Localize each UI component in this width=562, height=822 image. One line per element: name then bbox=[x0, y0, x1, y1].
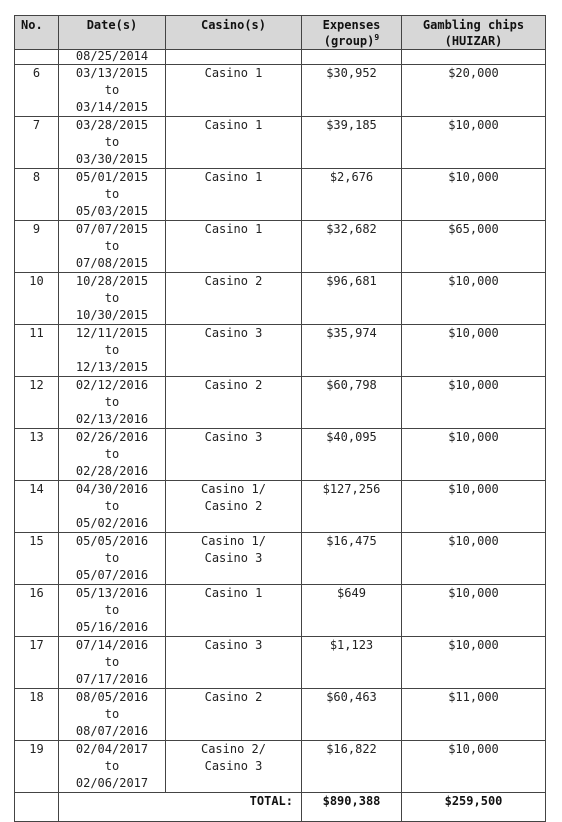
table-body bbox=[15, 50, 546, 793]
cell-expenses: $35,974 bbox=[302, 325, 402, 377]
continuation-row bbox=[15, 50, 546, 65]
cell-casino: Casino 3 bbox=[166, 637, 302, 689]
date-end: 02/06/2017 bbox=[75, 776, 149, 790]
table-row bbox=[15, 169, 546, 221]
cell-date bbox=[59, 221, 166, 273]
cell-chips: $11,000 bbox=[402, 689, 546, 741]
footnote-marker: 9 bbox=[374, 33, 380, 42]
date-end: 05/16/2016 bbox=[75, 620, 149, 634]
date-end: 03/14/2015 bbox=[75, 100, 149, 114]
cell-casino: Casino 2 bbox=[166, 377, 302, 429]
date-sep: to bbox=[104, 395, 120, 409]
table-row bbox=[15, 689, 546, 741]
cell-expenses: $40,095 bbox=[302, 429, 402, 481]
date-sep: to bbox=[104, 83, 120, 97]
cell-casino: Casino 1 bbox=[166, 221, 302, 273]
cell-date bbox=[59, 637, 166, 689]
date-end: 05/02/2016 bbox=[75, 516, 149, 530]
date-start: 04/30/2016 bbox=[75, 482, 149, 496]
date-sep: to bbox=[104, 655, 120, 669]
table-row bbox=[15, 221, 546, 273]
cell-no: 11 bbox=[15, 325, 59, 377]
cell-chips: $10,000 bbox=[402, 377, 546, 429]
cell-expenses: $96,681 bbox=[302, 273, 402, 325]
cell-casino: Casino 3 bbox=[166, 429, 302, 481]
date-end: 02/28/2016 bbox=[75, 464, 149, 478]
header-expenses-label: Expenses (group) bbox=[322, 18, 381, 48]
total-expenses: $890,388 bbox=[302, 793, 402, 822]
cell-chips: $10,000 bbox=[402, 117, 546, 169]
table-row bbox=[15, 325, 546, 377]
cell-date bbox=[59, 65, 166, 117]
cell-casino: Casino 3 bbox=[166, 325, 302, 377]
table-header bbox=[15, 16, 546, 50]
cell-no: 7 bbox=[15, 117, 59, 169]
cell-date bbox=[59, 741, 166, 793]
date-start: 05/05/2016 bbox=[75, 534, 149, 548]
table-row bbox=[15, 117, 546, 169]
date-end: 10/30/2015 bbox=[75, 308, 149, 322]
date-start: 07/14/2016 bbox=[75, 638, 149, 652]
document bbox=[14, 15, 546, 822]
cell-casino: Casino 2/ Casino 3 bbox=[166, 741, 302, 793]
cell-date bbox=[59, 377, 166, 429]
cell-chips bbox=[402, 50, 546, 65]
cell-expenses: $39,185 bbox=[302, 117, 402, 169]
cell-no: 16 bbox=[15, 585, 59, 637]
cell-expenses: $1,123 bbox=[302, 637, 402, 689]
total-label: TOTAL: bbox=[59, 793, 302, 822]
date-sep: to bbox=[104, 187, 120, 201]
date-start: 05/01/2015 bbox=[75, 170, 149, 184]
cell-casino: Casino 1 bbox=[166, 65, 302, 117]
cell-no: 10 bbox=[15, 273, 59, 325]
cell-no: 14 bbox=[15, 481, 59, 533]
cell-expenses: $649 bbox=[302, 585, 402, 637]
cell-expenses: $2,676 bbox=[302, 169, 402, 221]
cell-date bbox=[59, 325, 166, 377]
header-no: No. bbox=[15, 16, 59, 50]
cell-casino: Casino 2 bbox=[166, 273, 302, 325]
table-row bbox=[15, 429, 546, 481]
date-sep: to bbox=[104, 759, 120, 773]
date-sep: to bbox=[104, 239, 120, 253]
date-start: 12/11/2015 bbox=[75, 326, 149, 340]
cell-date bbox=[59, 585, 166, 637]
cell-casino: Casino 1 bbox=[166, 117, 302, 169]
cell-expenses: $60,463 bbox=[302, 689, 402, 741]
cell-date bbox=[59, 429, 166, 481]
cell-no: 6 bbox=[15, 65, 59, 117]
table-row bbox=[15, 65, 546, 117]
date-start: 02/26/2016 bbox=[75, 430, 149, 444]
cell-chips: $20,000 bbox=[402, 65, 546, 117]
cell-date bbox=[59, 117, 166, 169]
cell-casino: Casino 1 bbox=[166, 585, 302, 637]
table-row bbox=[15, 377, 546, 429]
date-sep: to bbox=[104, 551, 120, 565]
date-end: 05/03/2015 bbox=[75, 204, 149, 218]
date-end: 08/07/2016 bbox=[75, 724, 149, 738]
cell-date bbox=[59, 273, 166, 325]
date-end: 03/30/2015 bbox=[75, 152, 149, 166]
cell-no bbox=[15, 50, 59, 65]
cell-expenses: $16,822 bbox=[302, 741, 402, 793]
cell-no: 9 bbox=[15, 221, 59, 273]
cell-date: 08/25/2014 bbox=[59, 50, 166, 65]
date-start: 07/07/2015 bbox=[75, 222, 149, 236]
date-sep: to bbox=[104, 499, 120, 513]
date-end: 02/13/2016 bbox=[75, 412, 149, 426]
date-sep: to bbox=[104, 343, 120, 357]
cell-date bbox=[59, 533, 166, 585]
date-start: 03/28/2015 bbox=[75, 118, 149, 132]
date-end: 07/08/2015 bbox=[75, 256, 149, 270]
gambling-expenses-table bbox=[14, 15, 546, 822]
cell-chips: $10,000 bbox=[402, 637, 546, 689]
cell-no: 18 bbox=[15, 689, 59, 741]
cell-no: 12 bbox=[15, 377, 59, 429]
total-row bbox=[15, 793, 546, 822]
date-end: 07/17/2016 bbox=[75, 672, 149, 686]
cell-casino: Casino 1/ Casino 2 bbox=[166, 481, 302, 533]
date-start: 02/04/2017 bbox=[75, 742, 149, 756]
date-sep: to bbox=[104, 447, 120, 461]
date-start: 02/12/2016 bbox=[75, 378, 149, 392]
cell-chips: $10,000 bbox=[402, 741, 546, 793]
cell-chips: $10,000 bbox=[402, 585, 546, 637]
header-dates: Date(s) bbox=[59, 16, 166, 50]
date-sep: to bbox=[104, 291, 120, 305]
cell-chips: $10,000 bbox=[402, 273, 546, 325]
total-chips: $259,500 bbox=[402, 793, 546, 822]
cell-no: 15 bbox=[15, 533, 59, 585]
cell-no: 17 bbox=[15, 637, 59, 689]
cell-casino: Casino 2 bbox=[166, 689, 302, 741]
cell-expenses: $127,256 bbox=[302, 481, 402, 533]
cell-chips: $10,000 bbox=[402, 169, 546, 221]
date-end: 05/07/2016 bbox=[75, 568, 149, 582]
cell-chips: $65,000 bbox=[402, 221, 546, 273]
cell-casino: Casino 1/ Casino 3 bbox=[166, 533, 302, 585]
cell-no: 8 bbox=[15, 169, 59, 221]
cell-chips: $10,000 bbox=[402, 325, 546, 377]
date-start: 03/13/2015 bbox=[75, 66, 149, 80]
table-row bbox=[15, 273, 546, 325]
table-footer bbox=[15, 793, 546, 822]
header-casinos: Casino(s) bbox=[166, 16, 302, 50]
table-row bbox=[15, 741, 546, 793]
header-expenses bbox=[302, 16, 402, 50]
cell-casino bbox=[166, 50, 302, 65]
cell-expenses: $30,952 bbox=[302, 65, 402, 117]
date-start: 05/13/2016 bbox=[75, 586, 149, 600]
date-sep: to bbox=[104, 603, 120, 617]
cell-expenses: $60,798 bbox=[302, 377, 402, 429]
cell-expenses bbox=[302, 50, 402, 65]
cell-chips: $10,000 bbox=[402, 533, 546, 585]
cell-expenses: $32,682 bbox=[302, 221, 402, 273]
header-chips: Gambling chips (HUIZAR) bbox=[402, 16, 546, 50]
header-row bbox=[15, 16, 546, 50]
cell-no: 13 bbox=[15, 429, 59, 481]
table-row bbox=[15, 533, 546, 585]
cell-chips: $10,000 bbox=[402, 429, 546, 481]
cell-date bbox=[59, 169, 166, 221]
table-row bbox=[15, 637, 546, 689]
cell-casino: Casino 1 bbox=[166, 169, 302, 221]
cell-no: 19 bbox=[15, 741, 59, 793]
date-sep: to bbox=[104, 135, 120, 149]
cell-no bbox=[15, 793, 59, 822]
table-row bbox=[15, 481, 546, 533]
date-start: 08/05/2016 bbox=[75, 690, 149, 704]
date-end: 12/13/2015 bbox=[75, 360, 149, 374]
cell-chips: $10,000 bbox=[402, 481, 546, 533]
date-start: 10/28/2015 bbox=[75, 274, 149, 288]
cell-expenses: $16,475 bbox=[302, 533, 402, 585]
table-row bbox=[15, 585, 546, 637]
cell-date bbox=[59, 481, 166, 533]
date-sep: to bbox=[104, 707, 120, 721]
cell-date bbox=[59, 689, 166, 741]
